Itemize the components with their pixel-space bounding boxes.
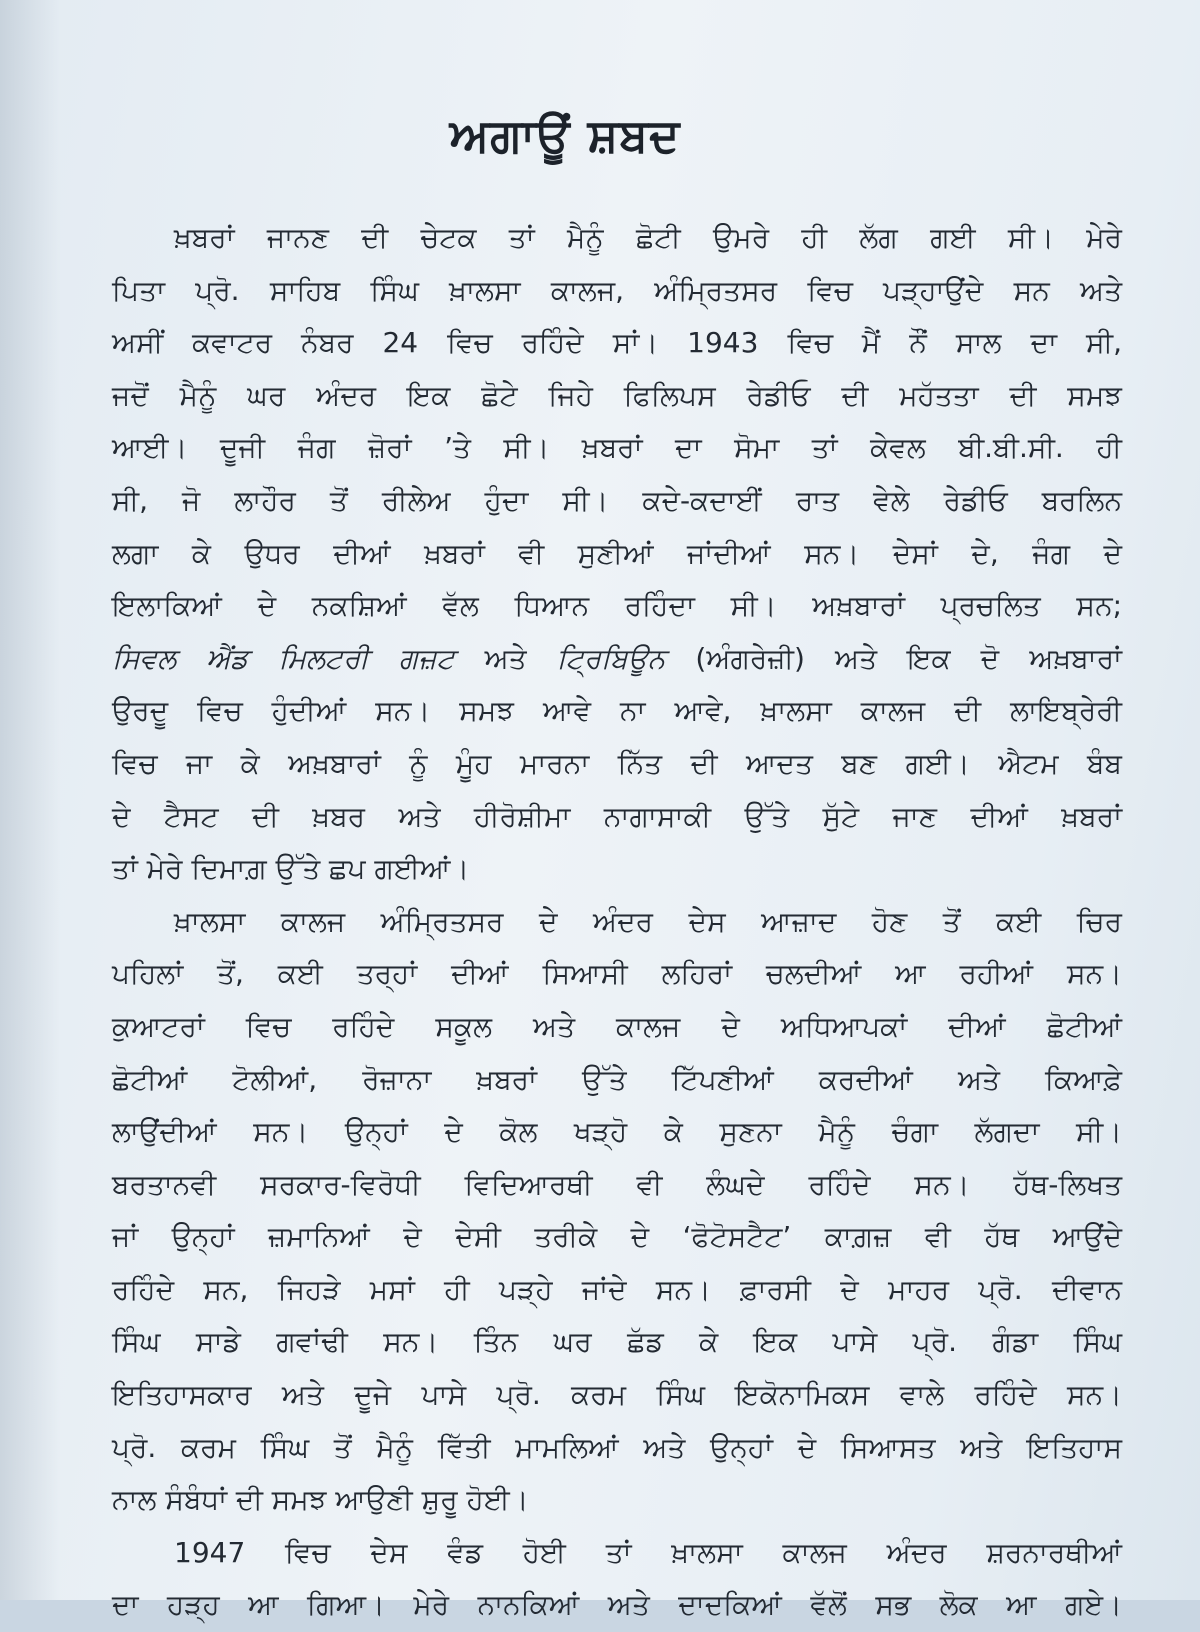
paragraph-2-line-8: ਰਹਿੰਦੇ ਸਨ, ਜਿਹੜੇ ਮਸਾਂ ਹੀ ਪੜ੍ਹੇ ਜਾਂਦੇ ਸਨ। ਫ਼ਾਰਸੀ ਦੇ ਮਾਹਰ ਪ੍ਰੋ. ਦੀਵਾਨ: [112, 1272, 1122, 1306]
page-body: [112, 212, 1122, 1632]
newspaper-title-civil-military-gazette: ਸਿਵਲ ਐਂਡ ਮਿਲਟਰੀ ਗਜ਼ਟ: [112, 641, 455, 675]
paragraph-2-line-10: ਇਤਿਹਾਸਕਾਰ ਅਤੇ ਦੂਜੇ ਪਾਸੇ ਪ੍ਰੋ. ਕਰਮ ਸਿੰਘ ਇਕੋਨਾਮਿਕਸ ਵਾਲੇ ਰਹਿੰਦੇ ਸਨ।: [112, 1378, 1122, 1412]
paragraph-1-line-3: ਅਸੀਂ ਕਵਾਟਰ ਨੰਬਰ 24 ਵਿਚ ਰਹਿੰਦੇ ਸਾਂ। 1943 ਵਿਚ ਮੈਂ ਨੌਂ ਸਾਲ ਦਾ ਸੀ,: [112, 326, 1122, 360]
paragraph-2-line-6: ਬਰਤਾਨਵੀ ਸਰਕਾਰ-ਵਿਰੋਧੀ ਵਿਦਿਆਰਥੀ ਵੀ ਲੰਘਦੇ ਰਹਿੰਦੇ ਸਨ। ਹੱਥ-ਲਿਖਤ: [112, 1167, 1122, 1201]
paragraph-2-line-3: ਕੁਆਟਰਾਂ ਵਿਚ ਰਹਿੰਦੇ ਸਕੂਲ ਅਤੇ ਕਾਲਜ ਦੇ ਅਧਿਆਪਕਾਂ ਦੀਆਂ ਛੋਟੀਆਂ: [112, 1009, 1122, 1043]
paragraph-1-line-9: [112, 633, 1122, 686]
paragraph-2-line-9: ਸਿੰਘ ਸਾਡੇ ਗਵਾਂਢੀ ਸਨ। ਤਿੰਨ ਘਰ ਛੱਡ ਕੇ ਇਕ ਪਾਸੇ ਪ੍ਰੋ. ਗੰਡਾ ਸਿੰਘ: [112, 1325, 1122, 1359]
page-title: ਅਗਾਊਂ ਸ਼ਬਦ: [449, 108, 681, 162]
paragraph-1-line-6: ਸੀ, ਜੋ ਲਾਹੌਰ ਤੋਂ ਰੀਲੇਅ ਹੁੰਦਾ ਸੀ। ਕਦੇ-ਕਦਾਈਂ ਰਾਤ ਵੇਲੇ ਰੇਡੀਓ ਬਰਲਿਨ: [112, 483, 1122, 517]
paragraph-2-line-1: ਖ਼ਾਲਸਾ ਕਾਲਜ ਅੰਮ੍ਰਿਤਸਰ ਦੇ ਅੰਦਰ ਦੇਸ ਆਜ਼ਾਦ ਹੋਣ ਤੋਂ ਕਈ ਚਿਰ: [174, 904, 1122, 938]
paragraph-2-line-2: ਪਹਿਲਾਂ ਤੋਂ, ਕਈ ਤਰ੍ਹਾਂ ਦੀਆਂ ਸਿਆਸੀ ਲਹਿਰਾਂ ਚਲਦੀਆਂ ਆ ਰਹੀਆਂ ਸਨ।: [112, 957, 1122, 991]
paragraph-1-line-10: ਉਰਦੂ ਵਿਚ ਹੁੰਦੀਆਂ ਸਨ। ਸਮਝ ਆਵੇ ਨਾ ਆਵੇ, ਖ਼ਾਲਸਾ ਕਾਲਜ ਦੀ ਲਾਇਬ੍ਰੇਰੀ: [112, 694, 1122, 728]
paragraph-3-line-2: ਦਾ ਹੜ੍ਹ ਆ ਗਿਆ। ਮੇਰੇ ਨਾਨਕਿਆਂ ਅਤੇ ਦਾਦਕਿਆਂ ਵੱਲੋਂ ਸਭ ਲੋਕ ਆ ਗਏ।: [112, 1588, 1122, 1622]
mixed-line-text-2: (ਅੰਗਰੇਜ਼ੀ) ਅਤੇ ਇਕ ਦੋ ਅਖ਼ਬਾਰਾਂ: [665, 641, 1122, 675]
paragraph-2-line-5: ਲਾਉਂਦੀਆਂ ਸਨ। ਉਨ੍ਹਾਂ ਦੇ ਕੋਲ ਖੜ੍ਹੋ ਕੇ ਸੁਣਨਾ ਮੈਨੂੰ ਚੰਗਾ ਲੱਗਦਾ ਸੀ।: [112, 1115, 1122, 1149]
paragraph-1-line-2: ਪਿਤਾ ਪ੍ਰੋ. ਸਾਹਿਬ ਸਿੰਘ ਖ਼ਾਲਸਾ ਕਾਲਜ, ਅੰਮ੍ਰਿਤਸਰ ਵਿਚ ਪੜ੍ਹਾਉਂਦੇ ਸਨ ਅਤੇ: [112, 273, 1122, 307]
paragraph-2-line-12: ਨਾਲ ਸੰਬੰਧਾਂ ਦੀ ਸਮਝ ਆਉਣੀ ਸ਼ੁਰੂ ਹੋਈ।: [112, 1483, 529, 1517]
paragraph-2-line-11: ਪ੍ਰੋ. ਕਰਮ ਸਿੰਘ ਤੋਂ ਮੈਨੂੰ ਵਿੱਤੀ ਮਾਮਲਿਆਂ ਅਤੇ ਉਨ੍ਹਾਂ ਦੇ ਸਿਆਸਤ ਅਤੇ ਇਤਿਹਾਸ: [112, 1430, 1122, 1464]
mixed-line-text-1: ਅਤੇ: [454, 641, 557, 675]
paragraph-1-line-1: ਖ਼ਬਰਾਂ ਜਾਨਣ ਦੀ ਚੇਟਕ ਤਾਂ ਮੈਨੂੰ ਛੋਟੀ ਉਮਰੇ ਹੀ ਲੱਗ ਗਈ ਸੀ। ਮੇਰੇ: [174, 221, 1122, 254]
paragraph-1-line-5: ਆਈ। ਦੂਜੀ ਜੰਗ ਜ਼ੋਰਾਂ ’ਤੇ ਸੀ। ਖ਼ਬਰਾਂ ਦਾ ਸੋਮਾ ਤਾਂ ਕੇਵਲ ਬੀ.ਬੀ.ਸੀ. ਹੀ: [112, 431, 1122, 465]
paragraph-1-line-12: ਦੇ ਟੈਸਟ ਦੀ ਖ਼ਬਰ ਅਤੇ ਹੀਰੋਸ਼ੀਮਾ ਨਾਗਾਸਾਕੀ ਉੱਤੇ ਸੁੱਟੇ ਜਾਣ ਦੀਆਂ ਖ਼ਬਰਾਂ: [112, 799, 1122, 833]
paragraph-1-line-11: ਵਿਚ ਜਾ ਕੇ ਅਖ਼ਬਾਰਾਂ ਨੂੰ ਮੂੰਹ ਮਾਰਨਾ ਨਿੱਤ ਦੀ ਆਦਤ ਬਣ ਗਈ। ਐਟਮ ਬੰਬ: [112, 746, 1122, 780]
paragraph-1-line-7: ਲਗਾ ਕੇ ਉਧਰ ਦੀਆਂ ਖ਼ਬਰਾਂ ਵੀ ਸੁਣੀਆਂ ਜਾਂਦੀਆਂ ਸਨ। ਦੇਸਾਂ ਦੇ, ਜੰਗ ਦੇ: [112, 536, 1122, 570]
page-gutter-shadow: [0, 0, 60, 1600]
paragraph-1-line-4: ਜਦੋਂ ਮੈਨੂੰ ਘਰ ਅੰਦਰ ਇਕ ਛੋਟੇ ਜਿਹੇ ਫਿਲਿਪਸ ਰੇਡੀਓ ਦੀ ਮਹੱਤਤਾ ਦੀ ਸਮਝ: [112, 378, 1122, 412]
newspaper-title-tribune: ਟ੍ਰਿਬਿਊਨ: [556, 641, 666, 675]
paragraph-1-line-13: ਤਾਂ ਮੇਰੇ ਦਿਮਾਗ਼ ਉੱਤੇ ਛਪ ਗਈਆਂ।: [112, 852, 470, 886]
paragraph-2-line-7: ਜਾਂ ਉਨ੍ਹਾਂ ਜ਼ਮਾਨਿਆਂ ਦੇ ਦੇਸੀ ਤਰੀਕੇ ਦੇ ‘ਫੋਟੋਸਟੈਟ’ ਕਾਗ਼ਜ਼ ਵੀ ਹੱਥ ਆਉਂਦੇ: [112, 1220, 1122, 1254]
paragraph-3-line-1: 1947 ਵਿਚ ਦੇਸ ਵੰਡ ਹੋਈ ਤਾਂ ਖ਼ਾਲਸਾ ਕਾਲਜ ਅੰਦਰ ਸ਼ਰਨਾਰਥੀਆਂ: [174, 1535, 1122, 1569]
paragraph-2-line-4: ਛੋਟੀਆਂ ਟੋਲੀਆਂ, ਰੋਜ਼ਾਨਾ ਖ਼ਬਰਾਂ ਉੱਤੇ ਟਿੱਪਣੀਆਂ ਕਰਦੀਆਂ ਅਤੇ ਕਿਆਫ਼ੇ: [112, 1062, 1122, 1096]
paragraph-1-line-8: ਇਲਾਕਿਆਂ ਦੇ ਨਕਸ਼ਿਆਂ ਵੱਲ ਧਿਆਨ ਰਹਿੰਦਾ ਸੀ। ਅਖ਼ਬਾਰਾਂ ਪ੍ਰਚਲਿਤ ਸਨ;: [112, 589, 1122, 623]
